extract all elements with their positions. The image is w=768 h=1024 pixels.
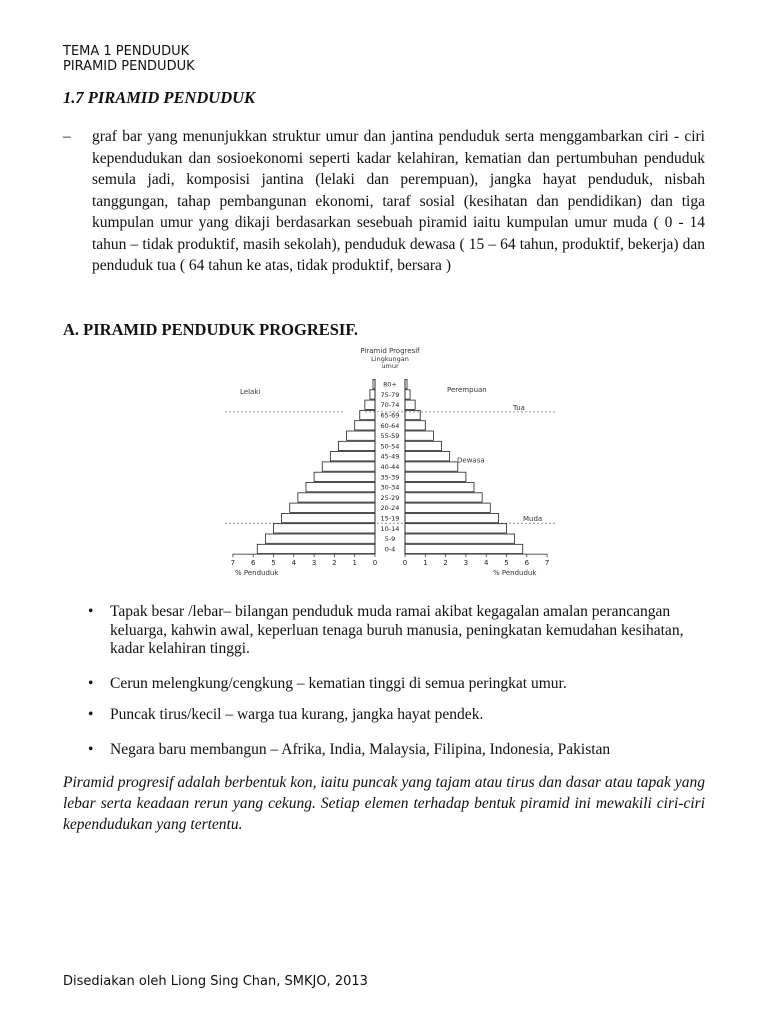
male-bar — [282, 513, 375, 522]
male-bar — [338, 441, 375, 450]
x-axis-label-left: % Penduduk — [235, 569, 279, 578]
female-bar — [405, 441, 442, 450]
male-bar — [290, 503, 375, 512]
male-bar — [330, 452, 375, 461]
population-pyramid-chart — [225, 344, 555, 599]
x-tick-label: 2 — [443, 559, 448, 568]
x-tick-label: 4 — [291, 559, 297, 568]
female-bar — [405, 524, 507, 533]
male-bar — [314, 472, 375, 481]
male-bar — [257, 544, 375, 553]
male-bar — [370, 390, 375, 399]
male-bar — [265, 534, 375, 543]
age-group-heading: umur — [381, 362, 399, 370]
age-label: 25-29 — [380, 493, 400, 502]
definition-paragraph — [63, 126, 705, 277]
male-bar — [298, 493, 375, 502]
male-bar — [322, 462, 375, 471]
female-bar — [405, 544, 523, 553]
female-bar — [405, 503, 490, 512]
group-label-young: Muda — [523, 515, 543, 524]
x-tick-label: 3 — [463, 559, 469, 568]
x-tick-label: 0 — [402, 559, 408, 568]
male-bar — [306, 483, 375, 492]
male-bar — [274, 524, 376, 533]
age-label: 35-39 — [380, 473, 400, 482]
age-label: 70-74 — [380, 401, 400, 410]
age-label: 60-64 — [380, 421, 400, 430]
age-label: 40-44 — [380, 463, 400, 471]
x-tick-label: 2 — [332, 559, 337, 568]
age-group-heading: Lingkungan — [371, 355, 409, 363]
list-item — [88, 675, 718, 694]
bullet-icon: • — [88, 603, 94, 620]
list-item — [88, 741, 718, 760]
male-bar — [355, 421, 375, 430]
x-tick-label: 5 — [504, 559, 509, 568]
age-label: 65-69 — [380, 411, 400, 420]
female-bar — [405, 431, 433, 440]
list-item — [88, 706, 718, 725]
bullet-icon: • — [88, 674, 94, 692]
footer-credit: Disediakan oleh Liong Sing Chan, SMKJO, 2013 — [63, 974, 368, 989]
female-bar — [405, 493, 482, 502]
female-bar — [405, 534, 515, 543]
female-bar — [405, 483, 474, 492]
age-label: 45-49 — [380, 452, 400, 461]
italic-note: Piramid progresif adalah berbentuk kon, iaitu puncak yang tajam atau tirus dan dasar atau tapak yang lebar serta keadaan rerun yang cekung. Setiap elemen terhadap bentuk piramid ini mewakili ciri-ciri kependudukan yang tertentu. — [63, 774, 705, 833]
definition-text: graf bar yang menunjukkan struktur umur dan jantina penduduk serta menggambarkan ciri - ciri kependudukan dan sosioekonomi seperti kadar kelahiran, kematian dan pertumbuhan penduduk semula jadi, komposisi jantina (lelaki dan perempuan), jangka hayat penduduk, nisbah tanggungan, tahap pembangunan ekonomi, taraf sosial (kesihatan dan pendidikan) dan tiga kumpulan umur yang dikaji berdasarkan sesebuah piramid iaitu kumpulan umur muda ( 0 - 14 tahun – tidak produktif, masih sekolah), penduduk dewasa ( 15 – 64 tahun, produktif, bekerja) dan penduduk tua ( 64 tahun ke atas, tidak produktif, bersara ) — [92, 128, 705, 274]
female-bar — [405, 472, 466, 481]
x-tick-label: 6 — [250, 559, 256, 568]
characteristics-list — [88, 603, 718, 775]
female-bar — [405, 421, 425, 430]
female-bar — [405, 462, 458, 471]
x-tick-label: 7 — [544, 559, 550, 568]
male-bar — [360, 410, 375, 419]
x-axis-label-right: % Penduduk — [493, 569, 537, 578]
age-label: 15-19 — [380, 514, 400, 523]
age-label: 30-34 — [380, 483, 400, 492]
age-label: 55-59 — [380, 432, 400, 441]
age-label: 75-79 — [380, 390, 400, 399]
x-tick-label: 0 — [372, 559, 378, 568]
age-label: 0-4 — [384, 545, 396, 554]
list-item-text: Cerun melengkung/cengkung – kematian tinggi di semua peringkat umur. — [110, 674, 567, 692]
x-tick-label: 1 — [423, 559, 428, 568]
female-bar — [405, 400, 415, 409]
age-label: 50-54 — [380, 442, 400, 451]
x-tick-label: 5 — [271, 559, 276, 568]
page-header — [63, 44, 195, 74]
age-label: 20-24 — [380, 504, 400, 513]
group-label-adult: Dewasa — [457, 456, 485, 465]
bullet-icon: • — [88, 706, 94, 723]
female-bar — [405, 390, 410, 399]
age-label: 10-14 — [380, 524, 400, 533]
list-item-text: Tapak besar /lebar– bilangan penduduk muda ramai akibat kegagalan amalan perancangan keluarga, kahwin awal, keperluan tenaga buruh manusia, peningkatan kemudahan kesihatan, kadar kelahiran tinggi. — [110, 603, 684, 657]
x-tick-label: 3 — [311, 559, 317, 568]
section-title: 1.7 PIRAMID PENDUDUK — [63, 88, 256, 107]
subheading: A. PIRAMID PENDUDUK PROGRESIF. — [63, 320, 359, 339]
header-subtopic: PIRAMID PENDUDUK — [63, 59, 195, 74]
bullet-icon: • — [88, 740, 94, 758]
header-topic: TEMA 1 PENDUDUK — [63, 44, 190, 59]
female-label: Perempuan — [447, 386, 487, 394]
group-label-old: Tua — [513, 403, 525, 412]
x-tick-label: 6 — [524, 559, 530, 568]
list-item-text: Negara baru membangun – Afrika, India, Malaysia, Filipina, Indonesia, Pakistan — [110, 740, 611, 758]
female-bar — [405, 513, 498, 522]
chart-title: Piramid Progresif — [360, 347, 420, 355]
age-label: 80+ — [383, 380, 397, 389]
male-bar — [347, 431, 375, 440]
age-label: 5-9 — [384, 535, 396, 544]
x-tick-label: 4 — [483, 559, 489, 568]
x-tick-label: 1 — [352, 559, 357, 568]
female-bar — [405, 452, 450, 461]
list-item — [88, 603, 718, 659]
list-item-text: Puncak tirus/kecil – warga tua kurang, jangka hayat pendek. — [110, 706, 484, 723]
x-tick-label: 7 — [230, 559, 236, 568]
definition-dash: – — [63, 128, 71, 145]
male-label: Lelaki — [240, 388, 261, 396]
male-bar — [365, 400, 375, 409]
